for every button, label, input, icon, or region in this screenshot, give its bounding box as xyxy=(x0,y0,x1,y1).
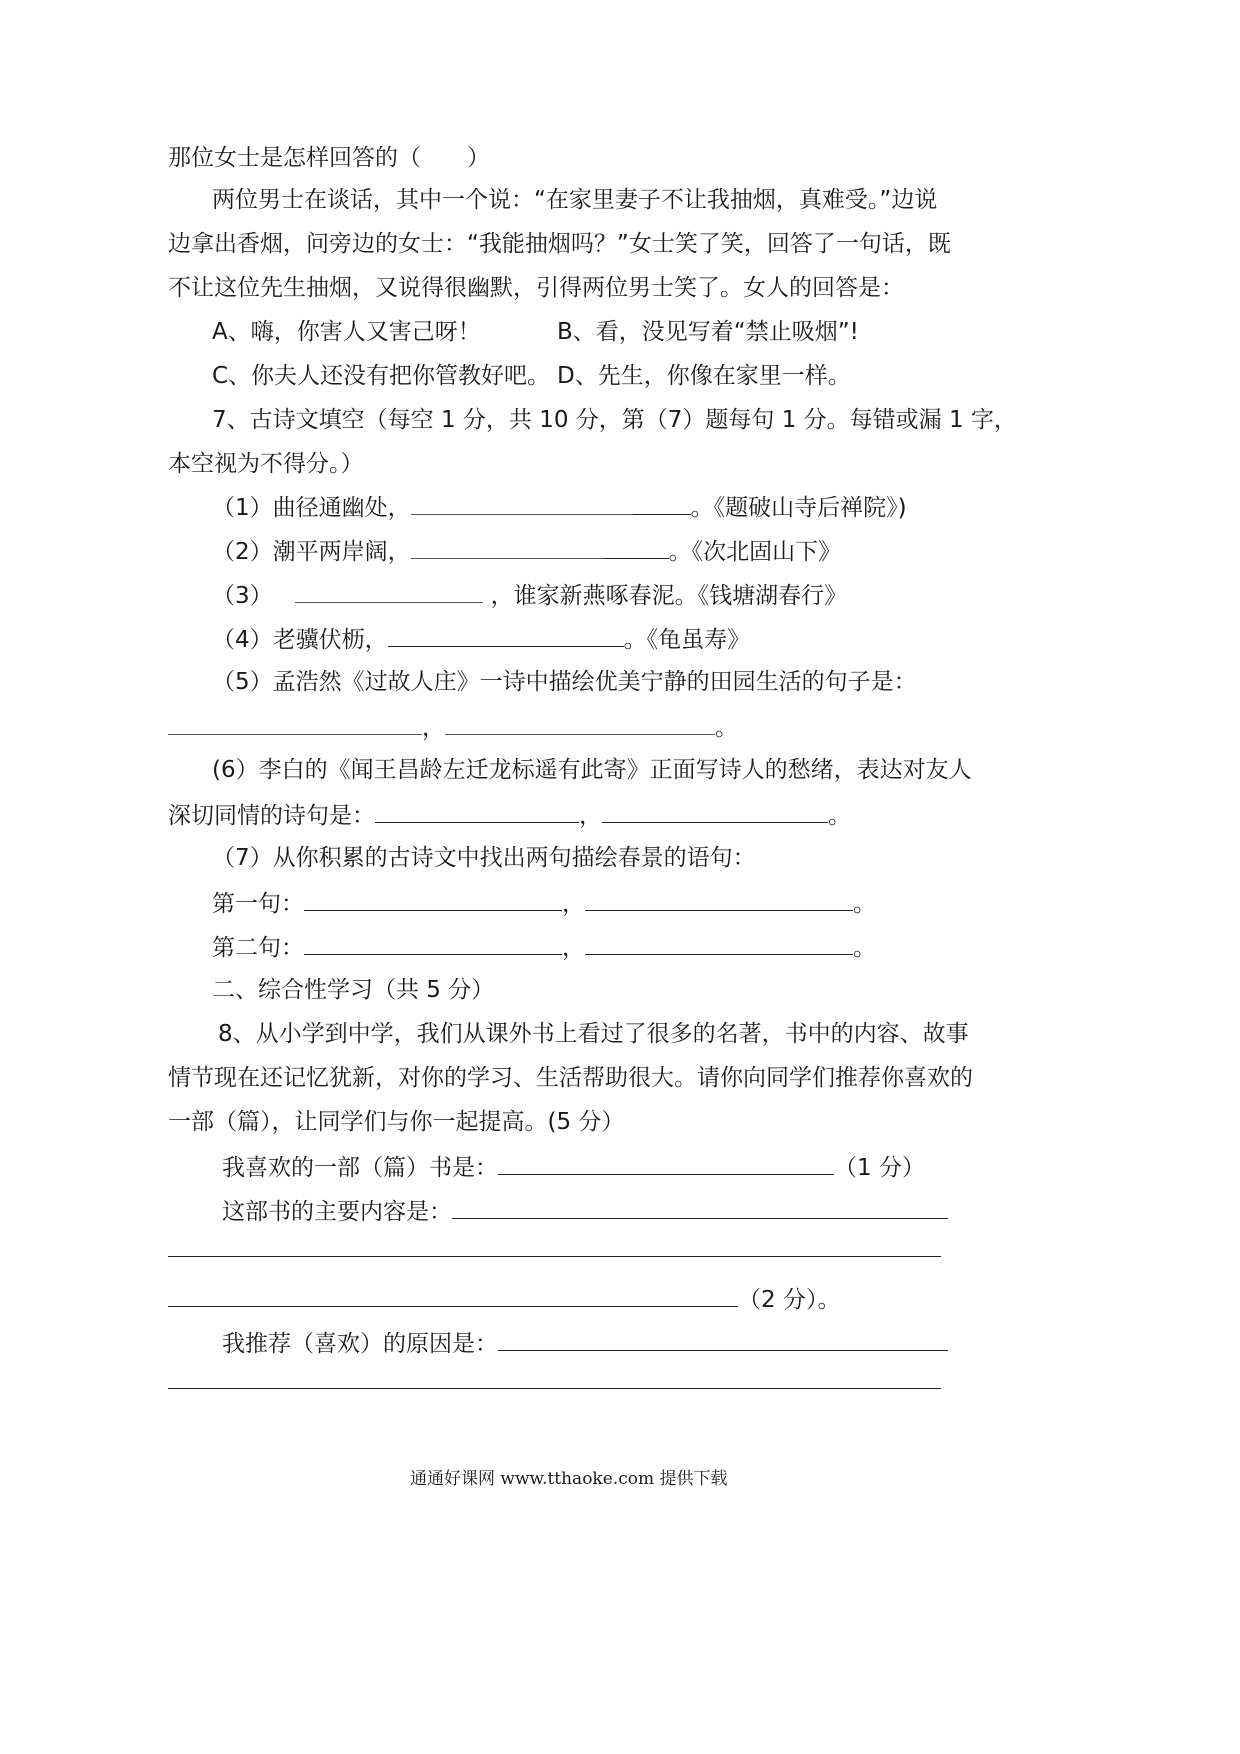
q7-item-2-blank-b[interactable] xyxy=(603,534,669,559)
q7-item-5-blank-b[interactable] xyxy=(445,710,715,735)
q8-reason-row xyxy=(222,1326,948,1360)
q7-item-1-prefix: （1）曲径通幽处， xyxy=(212,495,411,521)
q8-line-3: 一部（篇），让同学们与你一起提高。(5 分） xyxy=(168,1109,625,1135)
q7-item-7-first-period: 。 xyxy=(853,891,876,917)
q7-item-7-second-period: 。 xyxy=(853,935,876,961)
q6-passage-line-1: 两位男士在谈话，其中一个说：“在家里妻子不让我抽烟，真难受。”边说 xyxy=(212,187,938,213)
q8-book-row xyxy=(222,1150,925,1184)
q7-item-2-suffix: 。《次北固山下》 xyxy=(668,539,842,565)
q7-item-4-prefix: （4）老骥伏枥， xyxy=(212,627,388,653)
q8-reason-blank[interactable] xyxy=(498,1326,948,1351)
q7-item-7-first-comma: ， xyxy=(562,891,585,917)
q7-item-7-prompt: （7）从你积累的古诗文中找出两句描绘春景的语句： xyxy=(212,845,756,871)
q7-item-4-suffix: 。《龟虽寿》 xyxy=(623,627,751,653)
q7-item-7-second-blank-b[interactable] xyxy=(585,930,853,955)
q7-item-1-blank-b[interactable] xyxy=(633,490,691,515)
page-footer: 通通好课网 www.tthaoke.com 提供下载 xyxy=(410,1469,728,1489)
q7-item-5-comma: ， xyxy=(422,715,445,741)
q6-passage-line-3: 不让这位先生抽烟，又说得很幽默，引得两位男士笑了。女人的回答是： xyxy=(168,275,904,301)
q8-content-row xyxy=(222,1194,948,1228)
q8-content-row-3 xyxy=(168,1282,840,1316)
q7-item-2 xyxy=(212,534,841,568)
q7-item-5-answer xyxy=(168,710,738,744)
q6-option-d: D、先生，你像在家里一样。 xyxy=(557,363,851,389)
q7-item-6-answer xyxy=(168,798,851,832)
q8-content-blank[interactable] xyxy=(452,1194,948,1219)
q7-item-4 xyxy=(212,622,750,656)
q8-content-label: 这部书的主要内容是： xyxy=(222,1199,452,1225)
q6-option-c: C、你夫人还没有把你管教好吧。 xyxy=(212,363,551,389)
q8-content-line-2[interactable] xyxy=(168,1256,941,1257)
q7-item-7-first xyxy=(212,886,876,920)
q7-item-1 xyxy=(212,490,907,524)
q7-title-line-1: 7、古诗文填空（每空 1 分，共 10 分，第（7）题每句 1 分。每错或漏 1 字， xyxy=(212,407,1017,433)
q7-item-5-blank-a[interactable] xyxy=(168,710,422,735)
q7-item-5-prompt: （5）孟浩然《过故人庄》一诗中描绘优美宁静的田园生活的句子是： xyxy=(212,669,917,695)
q6-title: 那位女士是怎样回答的（ ） xyxy=(168,145,490,171)
q7-item-3 xyxy=(212,578,847,612)
q7-item-6-period: 。 xyxy=(828,803,851,829)
q7-item-3-blank[interactable] xyxy=(295,578,483,603)
q7-title-line-2: 本空视为不得分。） xyxy=(168,451,364,477)
q7-item-6-comma: ， xyxy=(579,803,602,829)
q8-line-2: 情节现在还记忆犹新，对你的学习、生活帮助很大。请你向同学们推荐你喜欢的 xyxy=(168,1065,973,1091)
q8-content-line-3[interactable] xyxy=(168,1282,738,1307)
q7-item-2-prefix: （2）潮平两岸阔， xyxy=(212,539,411,565)
q7-item-4-blank[interactable] xyxy=(388,622,624,647)
q8-book-score: （1 分） xyxy=(834,1155,925,1181)
q8-book-label: 我喜欢的一部（篇）书是： xyxy=(222,1155,498,1181)
q7-item-7-second-label: 第二句： xyxy=(212,935,304,961)
q6-passage-line-2: 边拿出香烟，问旁边的女士：“我能抽烟吗？”女士笑了笑，回答了一句话，既 xyxy=(168,231,951,257)
q8-reason-label: 我推荐（喜欢）的原因是： xyxy=(222,1331,498,1357)
q7-item-6-blank-b[interactable] xyxy=(602,798,828,823)
q7-item-1-blank-a[interactable] xyxy=(411,490,633,515)
q7-item-7-first-blank-b[interactable] xyxy=(585,886,853,911)
q6-option-b: B、看，没见写着“禁止吸烟”! xyxy=(557,319,859,345)
q7-item-7-second xyxy=(212,930,876,964)
q7-item-7-second-comma: ， xyxy=(562,935,585,961)
q7-item-7-first-label: 第一句： xyxy=(212,891,304,917)
q7-item-6-blank-a[interactable] xyxy=(375,798,579,823)
q7-item-1-suffix: 。《题破山寺后禅院》) xyxy=(690,495,907,521)
q7-item-2-blank-a[interactable] xyxy=(411,534,603,559)
q7-item-6-label: 深切同情的诗句是： xyxy=(168,803,375,829)
q7-item-3-prefix: （3） xyxy=(212,583,273,609)
q7-item-7-first-blank-a[interactable] xyxy=(304,886,562,911)
q8-book-blank[interactable] xyxy=(498,1150,834,1175)
section-2-title: 二、综合性学习（共 5 分） xyxy=(212,977,495,1003)
q8-line-1: 8、从小学到中学，我们从课外书上看过了很多的名著，书中的内容、故事 xyxy=(218,1021,969,1047)
q7-item-3-suffix: ，谁家新燕啄春泥。《钱塘湖春行》 xyxy=(490,583,848,609)
q6-option-a: A、嗨，你害人又害己呀！ xyxy=(212,319,481,345)
q7-item-5-period: 。 xyxy=(715,715,738,741)
q7-item-7-second-blank-a[interactable] xyxy=(304,930,562,955)
q7-item-6-prompt: (6）李白的《闻王昌龄左迁龙标遥有此寄》正面写诗人的愁绪，表达对友人 xyxy=(212,757,972,783)
q8-reason-line-2[interactable] xyxy=(168,1388,941,1389)
q8-content-score: （2 分）。 xyxy=(738,1287,841,1313)
